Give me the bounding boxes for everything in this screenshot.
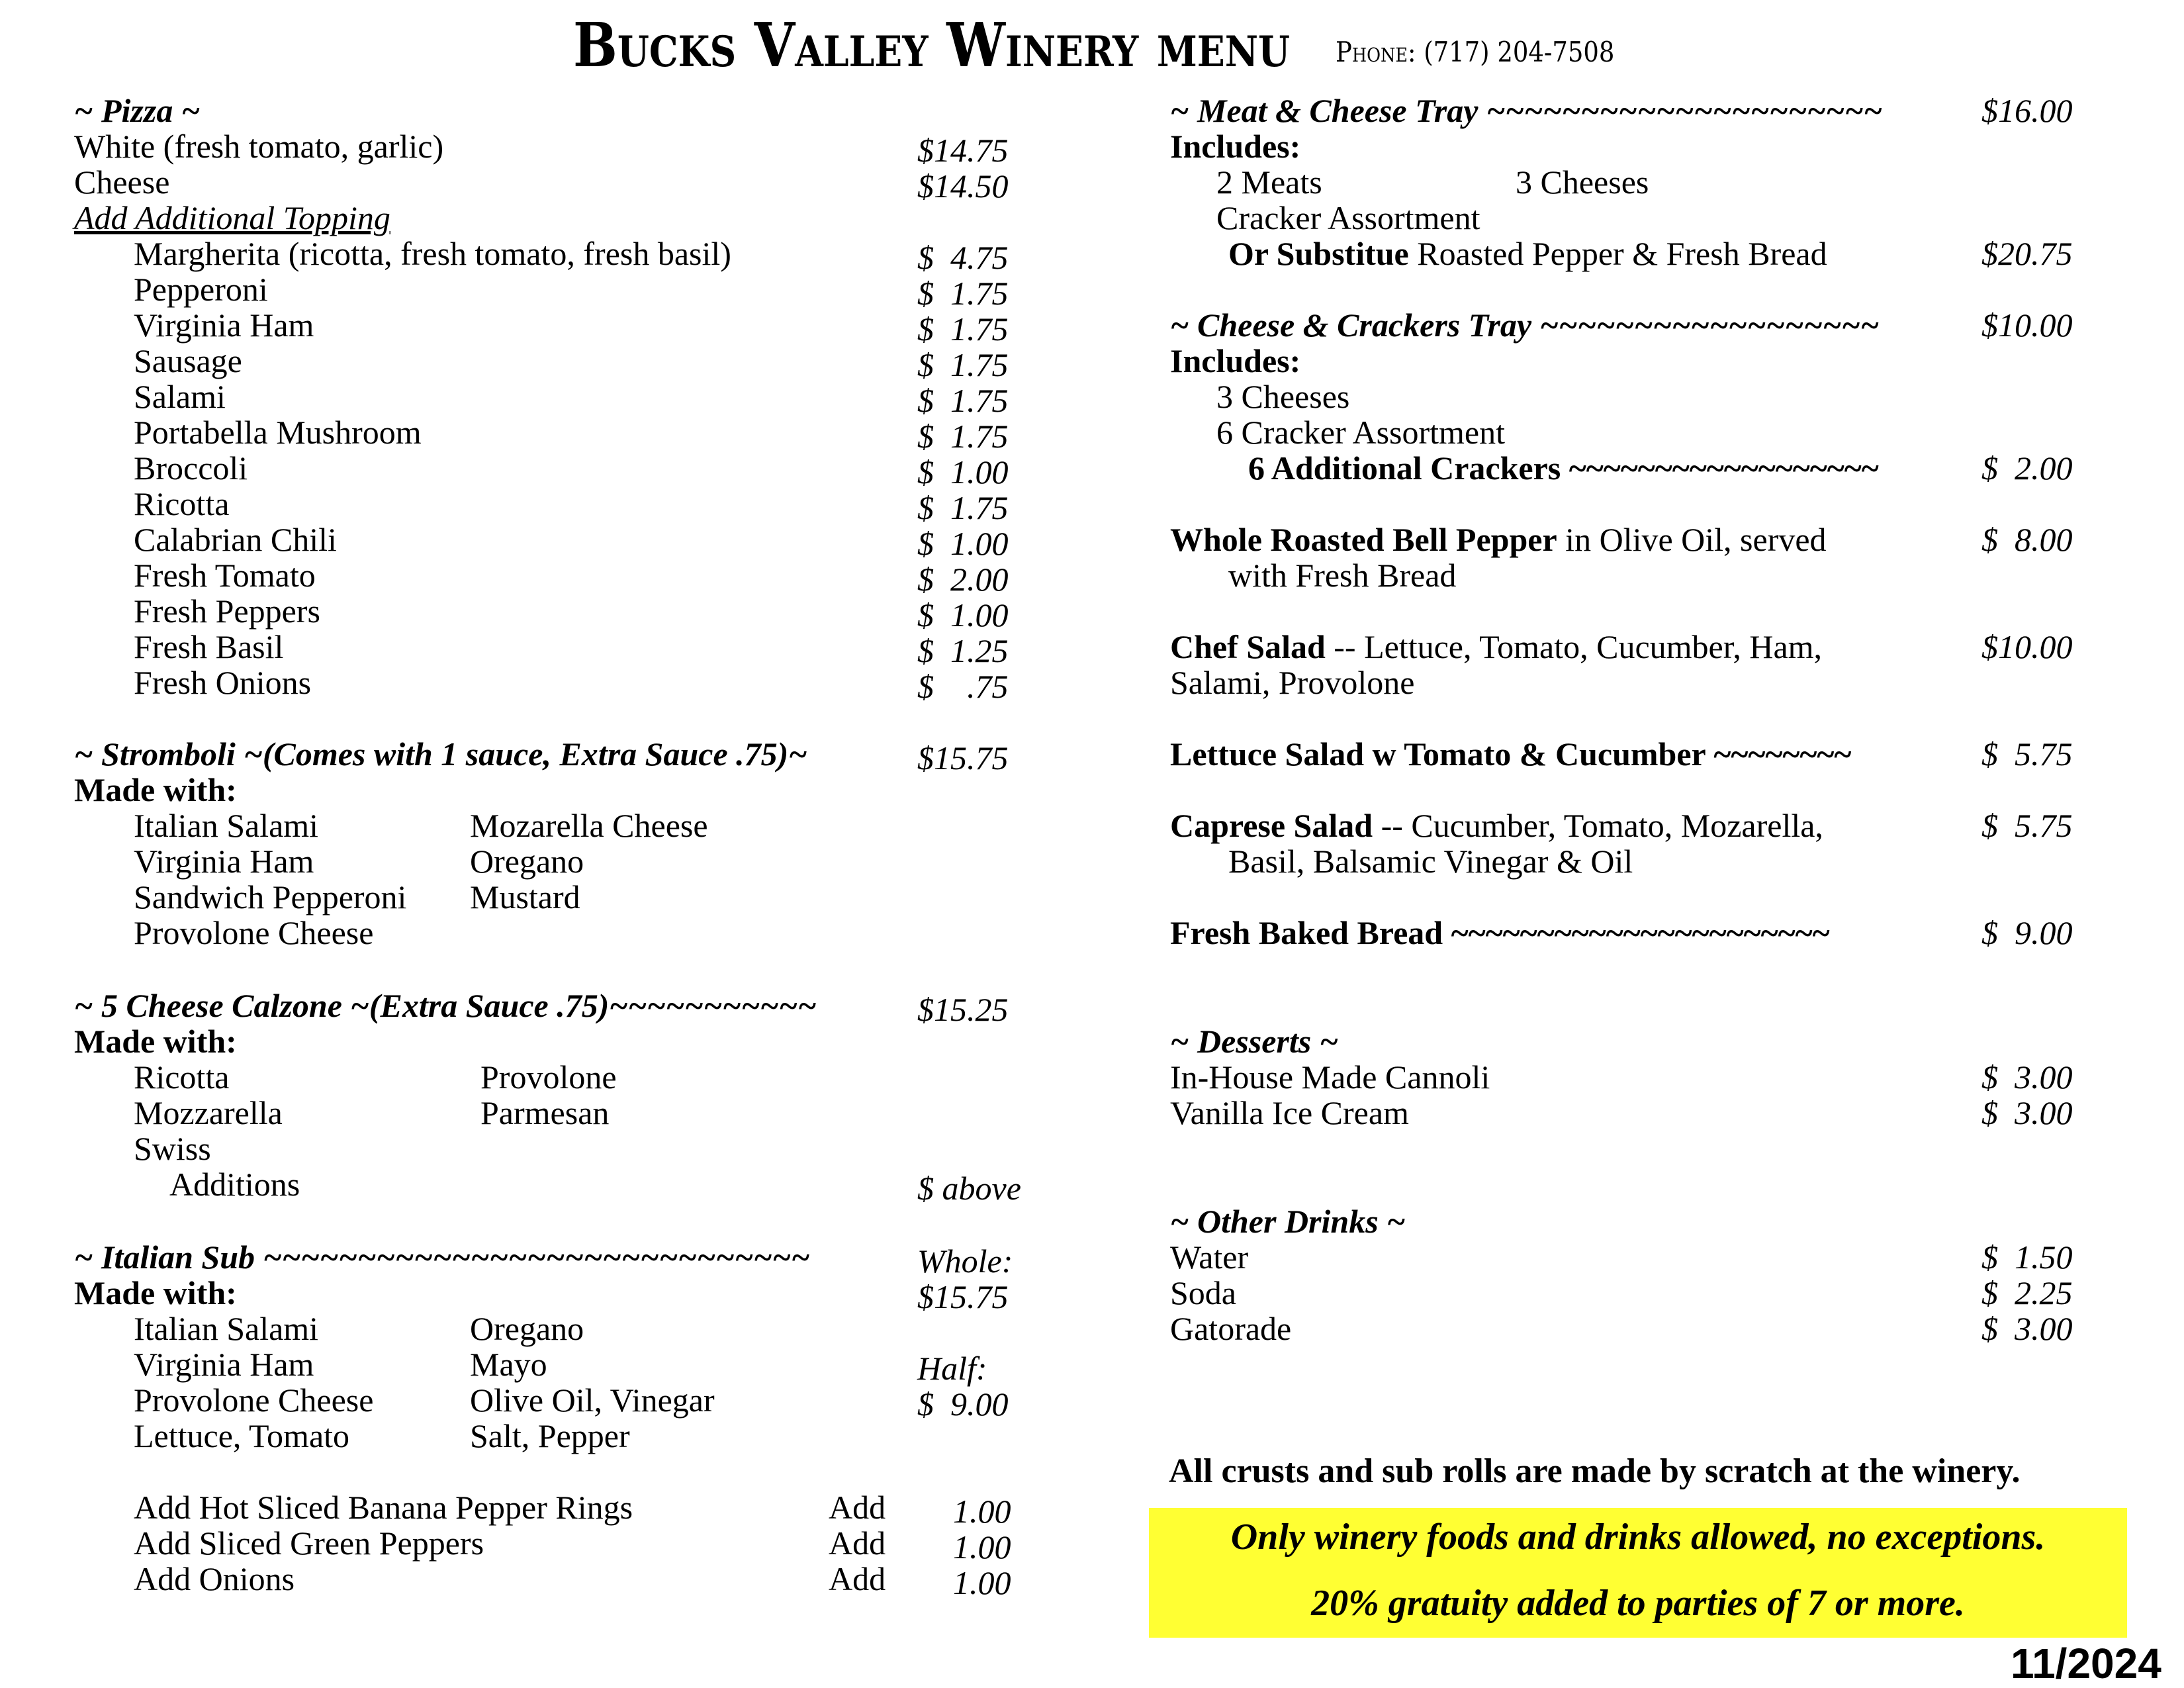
- ingredient: Italian Salami: [134, 1310, 319, 1347]
- ingredient: Oregano: [470, 843, 584, 880]
- topping-item: Ricotta: [134, 485, 230, 522]
- topping-item: Broccoli: [134, 449, 248, 487]
- ingredient: Mozzarella: [134, 1094, 283, 1131]
- pizza-item-white: White (fresh tomato, garlic): [74, 128, 444, 165]
- policy-highlight: [1149, 1508, 2127, 1638]
- drink-price: $ 3.00: [1981, 1310, 2073, 1347]
- menu-date: 11/2024: [2011, 1640, 2161, 1687]
- topping-price: $ 1.75: [917, 346, 1009, 383]
- addon-add: Add: [829, 1560, 886, 1597]
- substitute-label: Or Substitue: [1228, 235, 1409, 272]
- topping-item: Fresh Onions: [134, 664, 312, 701]
- stromboli-price: $15.75: [917, 739, 1009, 776]
- bell-pepper-text: in Olive Oil, served: [1557, 521, 1827, 558]
- topping-item: Fresh Tomato: [134, 557, 316, 594]
- ingredient: Olive Oil, Vinegar: [470, 1382, 715, 1419]
- bread-item: Fresh Baked Bread ~~~~~~~~~~~~~~~~~~~~~~: [1170, 914, 1830, 951]
- chef-salad-price: $10.00: [1981, 628, 2073, 665]
- ingredient: Italian Salami: [134, 807, 319, 844]
- calzone-price: $15.25: [917, 991, 1009, 1028]
- made-with-label: Made with:: [74, 1274, 237, 1311]
- topping-price: $ 2.00: [917, 561, 1009, 598]
- ingredient: Provolone Cheese: [134, 1382, 374, 1419]
- menu-title: Bucks Valley Winery menu: [573, 9, 1291, 81]
- topping-price: $ 4.75: [917, 239, 1009, 276]
- ingredient: Salt, Pepper: [470, 1417, 630, 1454]
- topping-price: $ 1.75: [917, 489, 1009, 526]
- addon-item: Add Sliced Green Peppers: [134, 1524, 484, 1562]
- chef-salad-line2: Salami, Provolone: [1170, 664, 1415, 701]
- bread-price: $ 9.00: [1981, 914, 2073, 951]
- ingredient: Lettuce, Tomato: [134, 1417, 350, 1454]
- topping-price: $ 1.75: [917, 275, 1009, 312]
- ingredient: Mayo: [470, 1346, 547, 1383]
- addon-add: Add: [829, 1524, 886, 1562]
- cheese-tray-price: $10.00: [1981, 306, 2073, 344]
- topping-item: Margherita (ricotta, fresh tomato, fresh basil): [134, 235, 731, 272]
- ingredient: Ricotta: [134, 1058, 230, 1096]
- sub-whole-label: Whole:: [917, 1243, 1013, 1280]
- lettuce-salad-item: Lettuce Salad w Tomato & Cucumber ~~~~~~~~: [1170, 735, 1852, 773]
- dessert-item: Vanilla Ice Cream: [1170, 1094, 1409, 1131]
- stromboli-heading: ~ Stromboli ~(Comes with 1 sauce, Extra Sauce .75)~: [74, 735, 807, 773]
- ingredient: Mozarella Cheese: [470, 807, 708, 844]
- topping-item: Sausage: [134, 342, 242, 379]
- ingredient: Parmesan: [480, 1094, 610, 1131]
- topping-price: $ 1.25: [917, 632, 1009, 669]
- addon-price: 1.00: [953, 1493, 1011, 1530]
- tray-item: 3 Cheeses: [1516, 164, 1649, 201]
- topping-item: Fresh Basil: [134, 628, 284, 665]
- topping-price: $ 1.00: [917, 525, 1009, 562]
- includes-label: Includes:: [1170, 128, 1301, 165]
- topping-item: Calabrian Chili: [134, 521, 337, 558]
- calzone-additions: Additions: [169, 1166, 300, 1203]
- addon-item: Add Onions: [134, 1560, 295, 1597]
- meat-tray-heading: ~ Meat & Cheese Tray ~~~~~~~~~~~~~~~~~~~~~: [1170, 92, 1883, 129]
- bell-pepper-item: [1170, 522, 1827, 557]
- tray-item: 3 Cheeses: [1216, 378, 1350, 415]
- caprese-item: [1170, 808, 1823, 843]
- ingredient: Provolone Cheese: [134, 914, 374, 951]
- dessert-price: $ 3.00: [1981, 1058, 2073, 1096]
- pizza-item-cheese: Cheese: [74, 164, 170, 201]
- topping-item: Salami: [134, 378, 226, 415]
- topping-price: $ 1.75: [917, 382, 1009, 419]
- sub-half-price: $ 9.00: [917, 1385, 1009, 1423]
- sub-heading: ~ Italian Sub ~~~~~~~~~~~~~~~~~~~~~~~~~~~~~: [74, 1239, 810, 1276]
- crusts-note: All crusts and sub rolls are made by scratch at the winery.: [1169, 1452, 2021, 1490]
- phone-number: Phone: (717) 204-7508: [1336, 36, 1615, 68]
- dessert-price: $ 3.00: [1981, 1094, 2073, 1131]
- addon-price: 1.00: [953, 1564, 1011, 1601]
- topping-price: $ 1.00: [917, 596, 1009, 633]
- ingredient: Sandwich Pepperoni: [134, 878, 407, 915]
- topping-price: $ .75: [917, 668, 1009, 705]
- tray-item: 6 Cracker Assortment: [1216, 414, 1506, 451]
- made-with-label: Made with:: [74, 771, 237, 808]
- bell-pepper-label: Whole Roasted Bell Pepper: [1170, 521, 1557, 558]
- caprese-price: $ 5.75: [1981, 807, 2073, 844]
- tray-item: 2 Meats: [1216, 164, 1322, 201]
- chef-salad-text: -- Lettuce, Tomato, Cucumber, Ham,: [1325, 628, 1823, 665]
- topping-item: Portabella Mushroom: [134, 414, 422, 451]
- sub-whole-price: $15.75: [917, 1278, 1009, 1315]
- sub-half-label: Half:: [917, 1350, 987, 1387]
- ingredient: Mustard: [470, 878, 580, 915]
- ingredient: Provolone: [480, 1058, 617, 1096]
- drink-price: $ 1.50: [1981, 1239, 2073, 1276]
- policy-text: Only winery foods and drinks allowed, no exceptions.: [1230, 1517, 2046, 1558]
- calzone-heading: ~ 5 Cheese Calzone ~(Extra Sauce .75)~~~~~~~~~~~: [74, 987, 817, 1024]
- lettuce-salad-price: $ 5.75: [1981, 735, 2073, 773]
- tray-substitute: [1228, 236, 1827, 271]
- drink-price: $ 2.25: [1981, 1274, 2073, 1311]
- drinks-heading: ~ Other Drinks ~: [1170, 1203, 1406, 1240]
- substitute-text: Roasted Pepper & Fresh Bread: [1408, 235, 1827, 272]
- pizza-price-white: $14.75: [917, 132, 1009, 169]
- cheese-tray-heading: ~ Cheese & Crackers Tray ~~~~~~~~~~~~~~~~~~: [1170, 306, 1880, 344]
- caprese-label: Caprese Salad: [1170, 807, 1373, 844]
- substitute-price: $20.75: [1981, 235, 2073, 272]
- caprese-line2: Basil, Balsamic Vinegar & Oil: [1228, 843, 1633, 880]
- chef-salad-label: Chef Salad: [1170, 628, 1326, 665]
- dessert-item: In-House Made Cannoli: [1170, 1058, 1490, 1096]
- meat-tray-price: $16.00: [1981, 92, 2073, 129]
- additional-crackers-price: $ 2.00: [1981, 449, 2073, 487]
- ingredient: Swiss: [134, 1130, 211, 1167]
- calzone-additions-price: $ above: [917, 1170, 1021, 1207]
- drink-item: Soda: [1170, 1274, 1236, 1311]
- tray-item: Cracker Assortment: [1216, 199, 1480, 236]
- drink-item: Water: [1170, 1239, 1249, 1276]
- desserts-heading: ~ Desserts ~: [1170, 1023, 1339, 1060]
- topping-price: $ 1.75: [917, 310, 1009, 348]
- additional-crackers: 6 Additional Crackers ~~~~~~~~~~~~~~~~~~: [1248, 449, 1879, 487]
- ingredient: Oregano: [470, 1310, 584, 1347]
- bell-pepper-price: $ 8.00: [1981, 521, 2073, 558]
- chef-salad-item: [1170, 629, 1822, 665]
- ingredient: Virginia Ham: [134, 1346, 314, 1383]
- bell-pepper-line2: with Fresh Bread: [1228, 557, 1457, 594]
- addon-add: Add: [829, 1489, 886, 1526]
- drink-item: Gatorade: [1170, 1310, 1292, 1347]
- topping-item: Pepperoni: [134, 271, 268, 308]
- topping-price: $ 1.75: [917, 418, 1009, 455]
- made-with-label: Made with:: [74, 1023, 237, 1060]
- gratuity-text: 20% gratuity added to parties of 7 or more.: [1311, 1583, 1965, 1624]
- pizza-heading: ~ Pizza ~: [74, 92, 201, 129]
- includes-label: Includes:: [1170, 342, 1301, 379]
- addon-price: 1.00: [953, 1528, 1011, 1566]
- topping-item: Virginia Ham: [134, 306, 314, 344]
- topping-price: $ 1.00: [917, 453, 1009, 491]
- topping-heading: Add Additional Topping: [74, 199, 390, 236]
- addon-item: Add Hot Sliced Banana Pepper Rings: [134, 1489, 633, 1526]
- topping-item: Fresh Peppers: [134, 592, 320, 630]
- pizza-price-cheese: $14.50: [917, 167, 1009, 205]
- ingredient: Virginia Ham: [134, 843, 314, 880]
- caprese-text: -- Cucumber, Tomato, Mozarella,: [1373, 807, 1823, 844]
